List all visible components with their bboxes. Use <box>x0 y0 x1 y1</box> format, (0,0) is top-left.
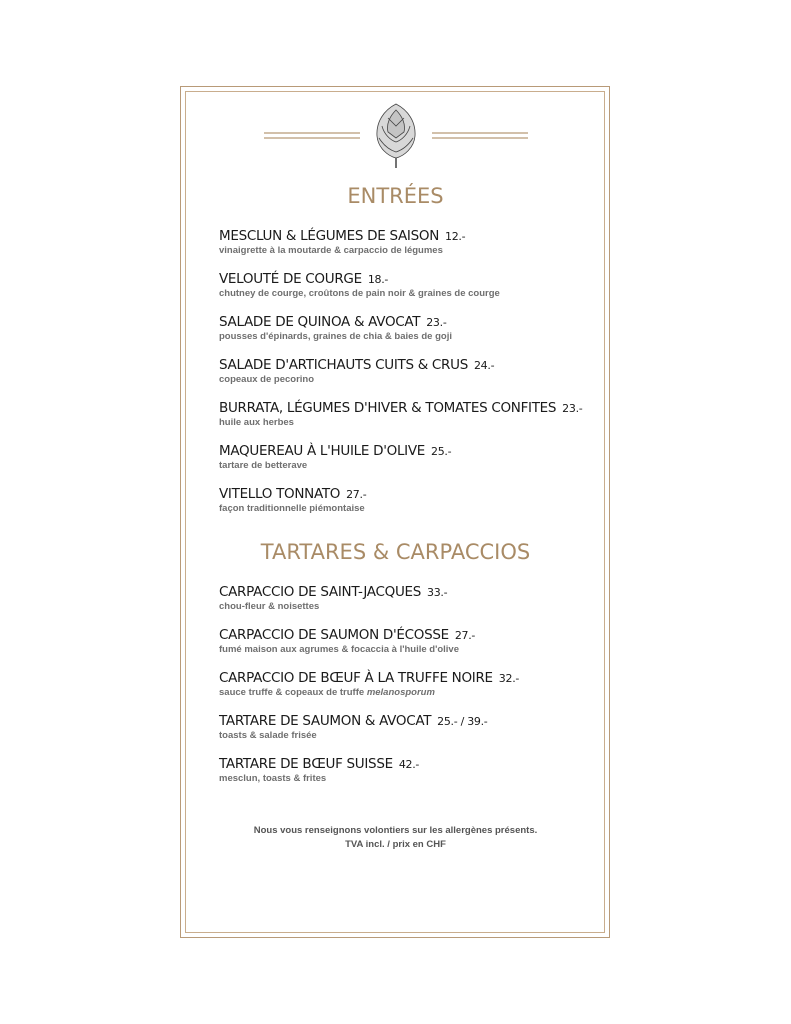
menu-item <box>219 314 609 343</box>
item-price: 23.- <box>562 402 583 415</box>
item-price: 27.- <box>346 488 367 501</box>
item-description: chou-fleur & noisettes <box>219 601 320 612</box>
item-price: 42.- <box>398 758 420 771</box>
item-description-italic: melanosporum <box>366 687 435 698</box>
item-name: CARPACCIO DE SAUMON D'ÉCOSSE <box>219 627 449 643</box>
item-price: 25.- / 39.- <box>437 715 488 728</box>
item-name: SALADE DE QUINOA & AVOCAT <box>219 314 421 330</box>
item-price: 12.- <box>445 230 466 243</box>
item-name: CARPACCIO DE SAINT-JACQUES <box>219 584 422 600</box>
item-price: 18.- <box>367 273 389 286</box>
item-name: TARTARE DE BŒUF SUISSE <box>219 756 393 772</box>
item-description: chutney de courge, croûtons de pain noir & graines de courge <box>219 288 500 299</box>
item-description: huile aux herbes <box>219 417 294 428</box>
item-price: 25.- <box>431 445 452 458</box>
footer-note <box>0 824 791 852</box>
item-name: TARTARE DE SAUMON & AVOCAT <box>219 713 432 729</box>
footer-tva: TVA incl. / prix en CHF <box>345 839 446 850</box>
section-title-entrees: ENTRÉES <box>347 184 444 208</box>
footer-allergens: Nous vous renseignons volontiers sur les allergènes présents. <box>253 825 538 836</box>
menu-item <box>219 400 609 429</box>
item-name: VITELLO TONNATO <box>219 486 341 502</box>
item-description: fumé maison aux agrumes & focaccia à l'huile d'olive <box>219 644 459 655</box>
item-name: VELOUTÉ DE COURGE <box>219 271 362 287</box>
item-name: SALADE D'ARTICHAUTS CUITS & CRUS <box>219 357 468 373</box>
item-price: 32.- <box>498 672 520 685</box>
item-description: toasts & salade frisée <box>219 730 317 741</box>
menu-item <box>219 271 609 300</box>
menu-item <box>219 670 609 699</box>
artichoke-icon <box>262 100 530 170</box>
item-name: CARPACCIO DE BŒUF À LA TRUFFE NOIRE <box>219 670 493 686</box>
item-price: 24.- <box>473 359 495 372</box>
item-description: vinaigrette à la moutarde & carpaccio de légumes <box>219 245 443 256</box>
menu-item <box>219 627 609 656</box>
item-description: tartare de betterave <box>219 460 308 471</box>
menu-item <box>219 756 609 785</box>
item-price: 23.- <box>426 316 447 329</box>
item-price: 33.- <box>427 586 448 599</box>
item-description: copeaux de pecorino <box>219 374 315 385</box>
item-description: pousses d'épinards, graines de chia & baies de goji <box>219 331 452 342</box>
menu-item <box>219 228 609 257</box>
menu-item <box>219 486 609 515</box>
item-name: MESCLUN & LÉGUMES DE SAISON <box>219 228 439 244</box>
item-description: façon traditionnelle piémontaise <box>219 503 365 514</box>
item-description-text: sauce truffe & copeaux de truffe <box>219 687 365 698</box>
section-title-tartares: TARTARES & CARPACCIOS <box>260 540 531 564</box>
menu-item <box>219 584 609 613</box>
item-name: MAQUEREAU À L'HUILE D'OLIVE <box>219 443 426 459</box>
menu-item <box>219 357 609 386</box>
item-description <box>219 687 609 699</box>
item-name: BURRATA, LÉGUMES D'HIVER & TOMATES CONFITES <box>219 400 557 416</box>
item-price: 27.- <box>454 629 476 642</box>
menu-item <box>219 713 609 742</box>
menu-item <box>219 443 609 472</box>
item-description: mesclun, toasts & frites <box>219 773 327 784</box>
